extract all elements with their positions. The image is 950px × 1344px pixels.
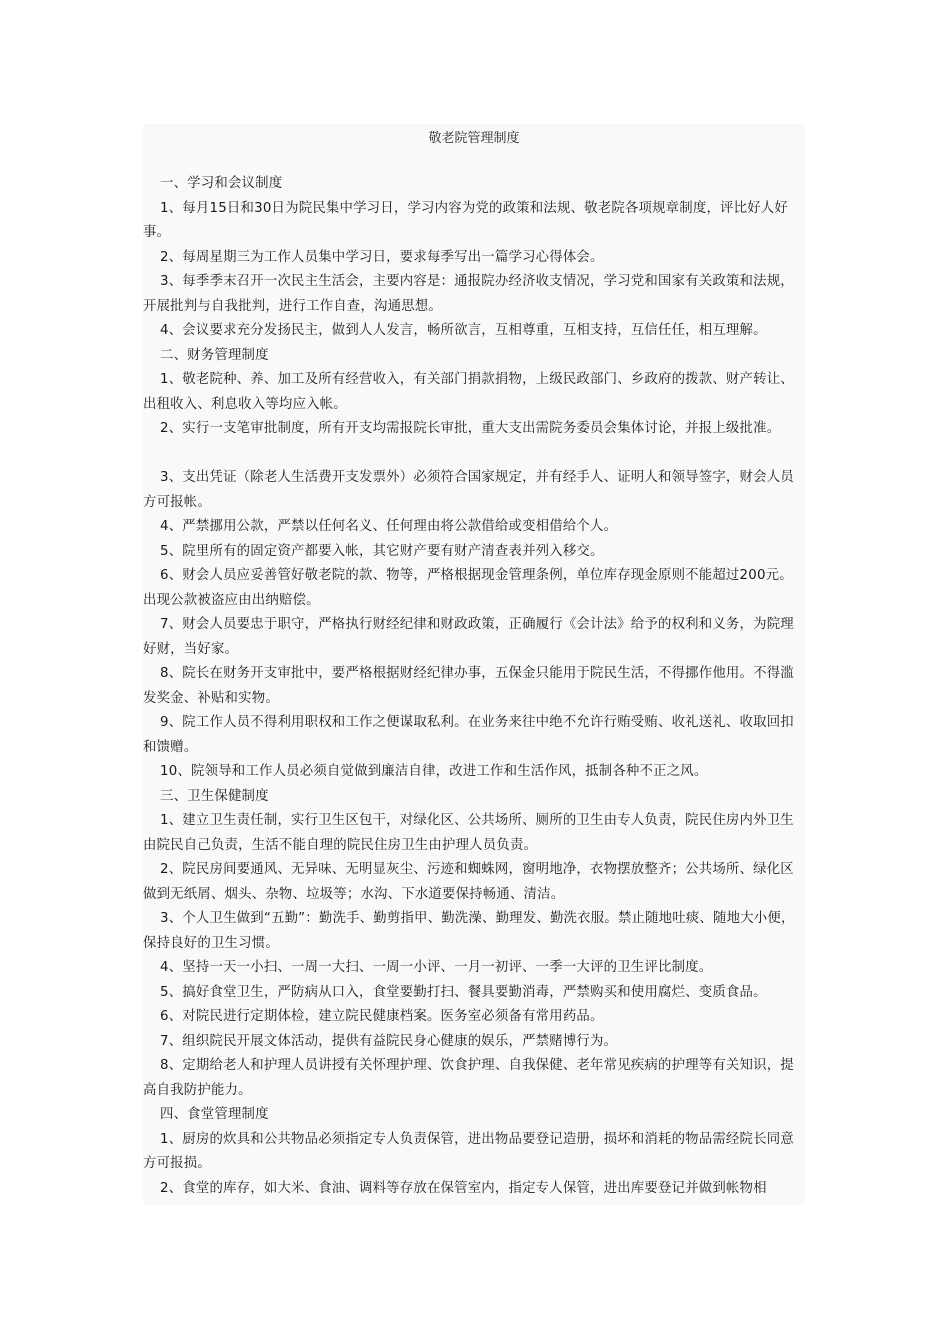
rule-paragraph: 2、实行一支笔审批制度，所有开支均需报院长审批，重大支出需院务委员会集体讨论，并报上级批准。 <box>160 421 781 436</box>
rule-paragraph: 10、院领导和工作人员必须自觉做到廉洁自律，改进工作和生活作风，抵制各种不正之风。 <box>160 764 708 779</box>
rule-paragraph: 6、财会人员应妥善管好敬老院的款、物等，严格根据现金管理条例，单位库存现金原则不能超过200元。出现公款被盗应由出纳赔偿。 <box>143 568 793 608</box>
rule-paragraph: 9、院工作人员不得利用职权和工作之便谋取私利。在业务来往中绝不允许行贿受贿、收礼送礼、收取回扣和馈赠。 <box>143 715 794 755</box>
document-page <box>143 124 805 1205</box>
rule-paragraph: 3、个人卫生做到“五勤”：勤洗手、勤剪指甲、勤洗澡、勤理发、勤洗衣服。禁止随地吐痰、随地大小便，保持良好的卫生习惯。 <box>143 911 795 951</box>
rule-paragraph: 5、院里所有的固定资产都要入帐，其它财产要有财产清查表并列入移交。 <box>160 543 604 559</box>
rule-paragraph: 1、厨房的炊具和公共物品必须指定专人负责保管，进出物品要登记造册，损坏和消耗的物品需经院长同意方可报损。 <box>143 1131 794 1171</box>
rule-paragraph: 1、建立卫生责任制，实行卫生区包干，对绿化区、公共场所、厕所的卫生由专人负责，院民住房内外卫生由院民自己负责，生活不能自理的院民住房卫生由护理人员负责。 <box>143 813 794 853</box>
rule-paragraph: 2、每周星期三为工作人员集中学习日，要求每季写出一篇学习心得体会。 <box>160 249 604 265</box>
content-block-b <box>143 466 805 1201</box>
rule-paragraph: 4、坚持一天一小扫、一周一大扫、一周一小评、一月一初评、一季一大评的卫生评比制度。 <box>160 960 713 975</box>
rule-paragraph: 3、每季季末召开一次民主生活会，主要内容是：通报院办经济收支情况，学习党和国家有关政策和法规，开展批判与自我批判，进行工作自查，沟通思想。 <box>143 274 794 314</box>
section-heading: 三、卫生保健制度 <box>160 788 269 804</box>
rule-paragraph: 1、敬老院种、养、加工及所有经营收入，有关部门捐款捐物，上级民政部门、乡政府的拨款、财产转让、出租收入、利息收入等均应入帐。 <box>143 372 794 412</box>
rule-paragraph: 3、支出凭证（除老人生活费开支发票外）必须符合国家规定，并有经手人、证明人和领导签字，财会人员方可报帐。 <box>143 470 794 510</box>
content-block-a <box>143 172 805 442</box>
section-heading: 一、学习和会议制度 <box>160 176 283 191</box>
rule-paragraph: 5、搞好食堂卫生，严防病从口入，食堂要勤打扫、餐具要勤消毒，严禁购买和使用腐烂、变质食品。 <box>160 984 767 1000</box>
rule-paragraph: 1、每月15日和30日为院民集中学习日，学习内容为党的政策和法规、敬老院各项规章制度，评比好人好事。 <box>143 200 788 240</box>
document-title: 敬老院管理制度 <box>428 131 520 146</box>
section-heading: 四、食堂管理制度 <box>160 1107 269 1122</box>
rule-paragraph: 2、院民房间要通风、无异味、无明显灰尘、污迹和蜘蛛网，窗明地净，衣物摆放整齐；公共场所、绿化区做到无纸屑、烟头、杂物、垃圾等；水沟、下水道要保持畅通、清洁。 <box>143 862 794 902</box>
blank-line <box>143 442 805 467</box>
rule-paragraph: 7、组织院民开展文体活动，提供有益院民身心健康的娱乐，严禁赌博行为。 <box>160 1033 618 1049</box>
rule-paragraph: 7、财会人员要忠于职守，严格执行财经纪律和财政政策，正确履行《会计法》给予的权利和义务，为院理好财，当好家。 <box>143 617 794 657</box>
rule-paragraph: 4、严禁挪用公款，严禁以任何名义、任何理由将公款借给或变相借给个人。 <box>160 519 618 534</box>
rule-paragraph: 2、食堂的库存，如大米、食油、调料等存放在保管室内，指定专人保管，进出库要登记并做到帐物相 <box>160 1180 767 1196</box>
rule-paragraph: 4、会议要求充分发扬民主，做到人人发言，畅所欲言，互相尊重，互相支持，互信任任，相互理解。 <box>160 323 767 338</box>
section-heading: 二、财务管理制度 <box>160 347 269 363</box>
rule-paragraph: 8、院长在财务开支审批中，要严格根据财经纪律办事，五保金只能用于院民生活，不得挪作他用。不得滥发奖金、补贴和实物。 <box>143 666 794 706</box>
rule-paragraph: 8、定期给老人和护理人员讲授有关怀理护理、饮食护理、自我保健、老年常见疾病的护理等有关知识，提高自我防护能力。 <box>143 1058 794 1098</box>
rule-paragraph: 6、对院民进行定期体检，建立院民健康档案。医务室必须备有常用药品。 <box>160 1009 604 1024</box>
